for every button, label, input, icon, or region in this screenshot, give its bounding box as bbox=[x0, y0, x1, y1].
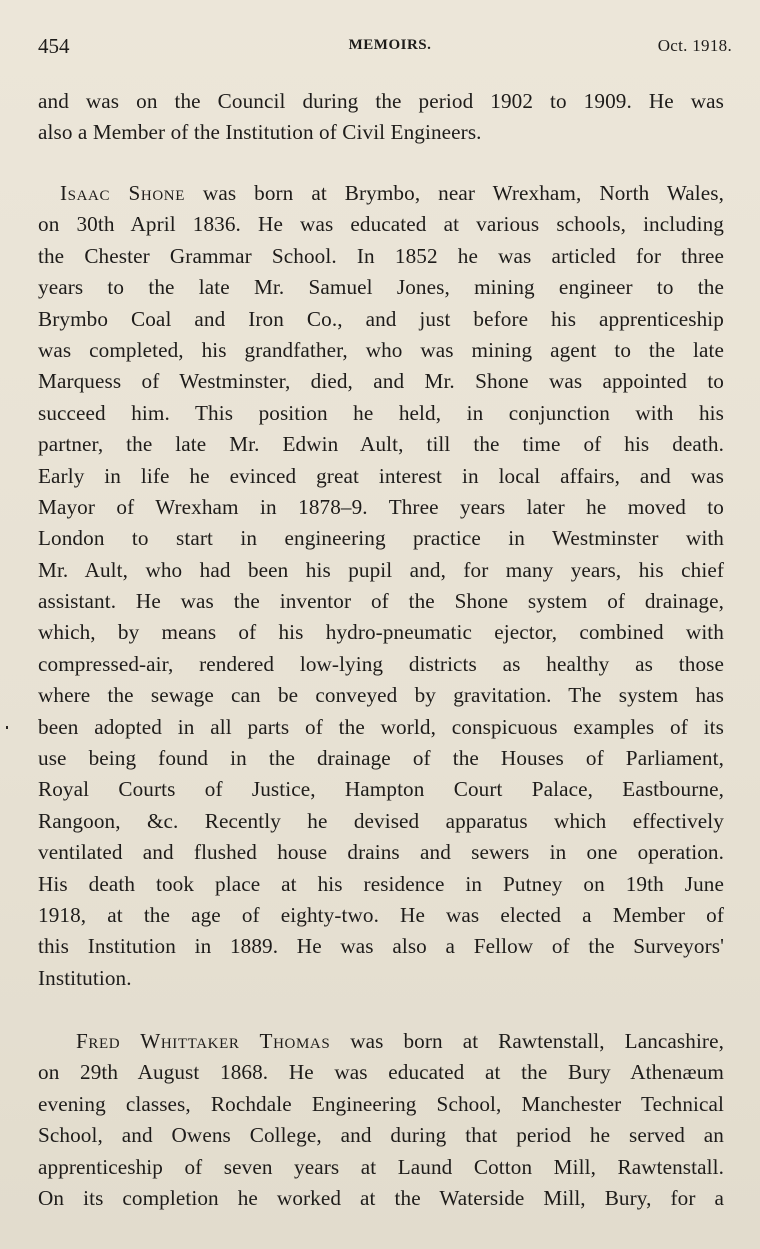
section-title: MEMOIRS. bbox=[348, 37, 432, 53]
text-line: School, and Owens College, and during that period he served an bbox=[38, 1123, 724, 1148]
text-line: Mayor of Wrexham in 1878–9. Three years later he moved to bbox=[38, 494, 724, 519]
text-line: years to the late Mr. Samuel Jones, mining engineer to the bbox=[38, 275, 724, 300]
margin-speck bbox=[6, 726, 8, 729]
text-line: His death took place at his residence in Putney on 19th June bbox=[38, 871, 724, 896]
text-line: Marquess of Westminster, died, and Mr. Shone was appointed to bbox=[38, 369, 724, 394]
memoir-continuation-paragraph bbox=[38, 86, 724, 149]
text-line: partner, the late Mr. Edwin Ault, till the time of his death. bbox=[38, 432, 724, 457]
text-line-remainder: was born at Brymbo, near Wrexham, North Wales, bbox=[184, 181, 724, 205]
text-line: Brymbo Coal and Iron Co., and just before his apprenticeship bbox=[38, 306, 724, 331]
text-line: which, by means of his hydro-pneumatic ejector, combined with bbox=[38, 620, 724, 645]
text-line: compressed-air, rendered low-lying districts as healthy as those bbox=[38, 651, 724, 676]
text-line: this Institution in 1889. He was also a Fellow of the Surveyors' bbox=[38, 934, 724, 959]
text-line: Institution. bbox=[38, 965, 132, 990]
text-line bbox=[38, 178, 724, 209]
text-line: and was on the Council during the period 1902 to 1909. He was bbox=[38, 89, 724, 113]
page-number: 454 bbox=[38, 34, 70, 58]
text-line bbox=[38, 1026, 724, 1057]
text-line: where the sewage can be conveyed by gravitation. The system has bbox=[38, 683, 724, 708]
text-line: on 30th April 1836. He was educated at various schools, including bbox=[38, 212, 724, 237]
memoir-fred-whittaker-thomas bbox=[38, 1026, 724, 1214]
text-line: was completed, his grandfather, who was mining agent to the late bbox=[38, 337, 724, 362]
issue-date: Oct. 1918. bbox=[657, 36, 732, 55]
text-line: evening classes, Rochdale Engineering School, Manchester Technical bbox=[38, 1091, 724, 1116]
text-line: ventilated and flushed house drains and sewers in one operation. bbox=[38, 840, 724, 865]
text-line: London to start in engineering practice in Westminster with bbox=[38, 526, 724, 551]
text-line-remainder: was born at Rawtenstall, Lancashire, bbox=[330, 1029, 724, 1053]
text-line: use being found in the drainage of the Houses of Parliament, bbox=[38, 746, 724, 771]
text-line: Early in life he evinced great interest in local affairs, and was bbox=[38, 463, 724, 488]
text-line: Rangoon, &c. Recently he devised apparatus which effectively bbox=[38, 808, 724, 833]
text-line: also a Member of the Institution of Civil Engineers. bbox=[38, 120, 482, 145]
text-line: 1918, at the age of eighty-two. He was elected a Member of bbox=[38, 902, 724, 927]
text-line: the Chester Grammar School. In 1852 he was articled for three bbox=[38, 243, 724, 268]
text-line: on 29th August 1868. He was educated at the Bury Athenæum bbox=[38, 1060, 724, 1085]
text-line: apprenticeship of seven years at Laund Cotton Mill, Rawtenstall. bbox=[38, 1154, 724, 1179]
memoir-name: Fred Whittaker Thomas bbox=[76, 1029, 331, 1053]
text-line: Royal Courts of Justice, Hampton Court Palace, Eastbourne, bbox=[38, 777, 724, 802]
text-line: On its completion he worked at the Waterside Mill, Bury, for a bbox=[38, 1185, 724, 1210]
memoir-name: Isaac Shone bbox=[60, 181, 185, 205]
text-line: been adopted in all parts of the world, conspicuous examples of its bbox=[38, 714, 724, 739]
running-header bbox=[38, 34, 732, 64]
memoir-isaac-shone bbox=[38, 178, 724, 994]
text-line: succeed him. This position he held, in conjunction with his bbox=[38, 400, 724, 425]
text-line: assistant. He was the inventor of the Shone system of drainage, bbox=[38, 589, 724, 614]
text-line: Mr. Ault, who had been his pupil and, for many years, his chief bbox=[38, 557, 724, 582]
